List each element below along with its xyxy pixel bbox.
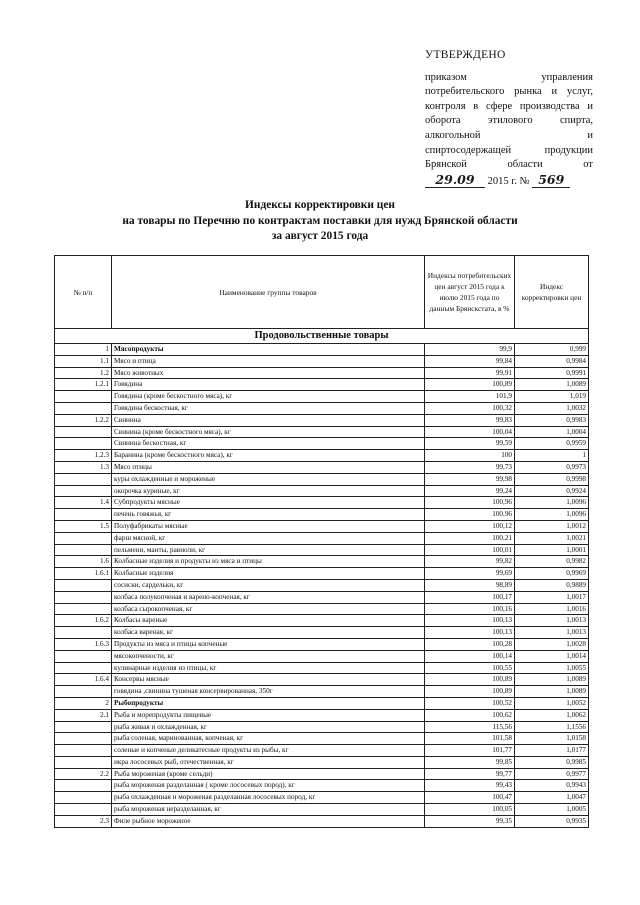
row-code: [55, 756, 112, 768]
table-row: [55, 379, 589, 391]
row-name: рыба охлажденная и мороженая разделанная лососевых пород, кг: [112, 792, 425, 804]
row-name: сосиски, сардельки, кг: [112, 579, 425, 591]
row-adj: 1,0012: [515, 520, 589, 532]
table-row: [55, 367, 589, 379]
row-cpi: 100,32: [425, 402, 515, 414]
approval-header: УТВЕРЖДЕНО: [425, 49, 506, 61]
row-adj: 1,0062: [515, 709, 589, 721]
row-cpi: 99,73: [425, 461, 515, 473]
row-name: Свинина: [112, 414, 425, 426]
row-name: Субпродукты мясные: [112, 497, 425, 509]
row-code: 2.1: [55, 709, 112, 721]
table-row: [55, 485, 589, 497]
row-adj: 0,9973: [515, 461, 589, 473]
row-name: окорочка куриные, кг: [112, 485, 425, 497]
approval-word: от: [583, 159, 593, 171]
row-name: икра лососевых рыб, отечественная, кг: [112, 756, 425, 768]
row-code: [55, 780, 112, 792]
handwritten-number: 569: [532, 173, 570, 189]
row-cpi: 100,16: [425, 603, 515, 615]
row-name: колбаса вареная, кг: [112, 627, 425, 639]
table-row: [55, 674, 589, 686]
table-row: [55, 473, 589, 485]
row-name: фарш мясной, кг: [112, 532, 425, 544]
row-name: Мясо и птица: [112, 355, 425, 367]
row-cpi: 101,77: [425, 745, 515, 757]
approval-line: [425, 144, 593, 159]
row-cpi: 100,55: [425, 662, 515, 674]
row-adj: 1,0055: [515, 662, 589, 674]
row-name: рыба живая и охлажденная, кг: [112, 721, 425, 733]
row-code: [55, 603, 112, 615]
row-cpi: 100,13: [425, 615, 515, 627]
approval-word: этилового: [487, 115, 533, 127]
row-cpi: 99,35: [425, 815, 515, 827]
row-name: куры охлажденные и мороженые: [112, 473, 425, 485]
row-cpi: 99,69: [425, 568, 515, 580]
approval-word: области: [507, 159, 543, 171]
table-row: [55, 391, 589, 403]
row-adj: 0,9959: [515, 438, 589, 450]
table-row: [55, 721, 589, 733]
row-adj: 1,019: [515, 391, 589, 403]
table-row: [55, 414, 589, 426]
table-row: [55, 792, 589, 804]
table-row: [55, 686, 589, 698]
row-cpi: 100: [425, 450, 515, 462]
row-adj: 0,9977: [515, 768, 589, 780]
row-adj: 1,0016: [515, 603, 589, 615]
row-cpi: 99,77: [425, 768, 515, 780]
approval-block: [425, 48, 593, 189]
table-header-row: [55, 256, 589, 329]
table-row: [55, 461, 589, 473]
table-row: [55, 556, 589, 568]
row-code: 1.2.2: [55, 414, 112, 426]
row-adj: 1,0089: [515, 379, 589, 391]
row-name: колбаса полукопченая и варено-копченая, кг: [112, 591, 425, 603]
header-adj: Индекс корректировки цен: [515, 256, 589, 329]
row-code: 1.4: [55, 497, 112, 509]
table-row: [55, 579, 589, 591]
row-code: [55, 579, 112, 591]
row-code: [55, 391, 112, 403]
row-name: Продукты из мяса и птицы копченые: [112, 638, 425, 650]
row-cpi: 99,85: [425, 756, 515, 768]
table-row: [55, 344, 589, 356]
row-cpi: 100,62: [425, 709, 515, 721]
row-adj: 1,0005: [515, 804, 589, 816]
row-code: [55, 485, 112, 497]
row-cpi: 99,59: [425, 438, 515, 450]
row-code: [55, 544, 112, 556]
price-index-table: [54, 255, 589, 828]
row-cpi: 99,91: [425, 367, 515, 379]
row-code: 1.2.1: [55, 379, 112, 391]
row-adj: 1,0013: [515, 615, 589, 627]
row-code: [55, 591, 112, 603]
row-name: мясокопчености, кг: [112, 650, 425, 662]
row-cpi: 100,01: [425, 544, 515, 556]
row-code: [55, 627, 112, 639]
row-name: рыба мороженая разделанная ( кроме лососевых пород), кг: [112, 780, 425, 792]
row-adj: 1,0089: [515, 674, 589, 686]
row-adj: 0,9985: [515, 756, 589, 768]
row-code: [55, 721, 112, 733]
row-code: 2.2: [55, 768, 112, 780]
row-cpi: 100,96: [425, 509, 515, 521]
row-code: 1.6: [55, 556, 112, 568]
approval-word: спиртосодержащей: [425, 144, 512, 156]
table-row: [55, 355, 589, 367]
approval-line: [425, 71, 593, 86]
row-cpi: 100,17: [425, 591, 515, 603]
row-name: Говядина (кроме бескостного мяса), кг: [112, 391, 425, 403]
table-row: [55, 697, 589, 709]
row-adj: 0,9984: [515, 355, 589, 367]
table-row: [55, 615, 589, 627]
table-row: [55, 815, 589, 827]
row-code: 1.2.3: [55, 450, 112, 462]
row-code: [55, 473, 112, 485]
row-name: Филе рыбное мороженое: [112, 815, 425, 827]
row-name: Говядина бескостная, кг: [112, 402, 425, 414]
approval-line: [425, 114, 593, 129]
approval-word: и: [587, 129, 593, 141]
section-title: Продовольственные товары: [55, 329, 589, 344]
row-cpi: 100,96: [425, 497, 515, 509]
row-code: 1.3: [55, 461, 112, 473]
table-row: [55, 450, 589, 462]
table-row: [55, 532, 589, 544]
row-code: [55, 402, 112, 414]
row-code: 1.6.4: [55, 674, 112, 686]
row-code: 1.6.3: [55, 638, 112, 650]
row-adj: 0,9943: [515, 780, 589, 792]
table-row: [55, 544, 589, 556]
row-cpi: 99,24: [425, 485, 515, 497]
approval-word: управления: [541, 71, 593, 83]
table-row: [55, 509, 589, 521]
table-row: [55, 638, 589, 650]
table-row: [55, 497, 589, 509]
row-name: Рыбопродукты: [112, 697, 425, 709]
row-code: 1: [55, 344, 112, 356]
table-row: [55, 402, 589, 414]
row-adj: 1,0047: [515, 792, 589, 804]
row-adj: 1,0021: [515, 532, 589, 544]
row-name: Свинина (кроме бескостного мяса), кг: [112, 426, 425, 438]
document-title: [0, 198, 640, 245]
table-row: [55, 756, 589, 768]
row-cpi: 98,89: [425, 579, 515, 591]
row-code: [55, 745, 112, 757]
row-cpi: 100,89: [425, 686, 515, 698]
table-row: [55, 520, 589, 532]
row-code: [55, 804, 112, 816]
row-name: кулинарные изделия из птицы, кг: [112, 662, 425, 674]
row-adj: 1,0014: [515, 650, 589, 662]
row-name: Баранина (кроме бескостного мяса), кг: [112, 450, 425, 462]
row-name: Мясо птицы: [112, 461, 425, 473]
row-cpi: 100,28: [425, 638, 515, 650]
title-line-2: на товары по Перечню по контрактам поставки для нужд Брянской области: [122, 214, 518, 227]
row-code: 2.3: [55, 815, 112, 827]
row-name: Мясо животных: [112, 367, 425, 379]
row-cpi: 101,9: [425, 391, 515, 403]
row-adj: 1,1556: [515, 721, 589, 733]
row-adj: 1,0052: [515, 697, 589, 709]
row-adj: 1,0004: [515, 426, 589, 438]
row-cpi: 99,43: [425, 780, 515, 792]
approval-line: [425, 100, 593, 115]
table-row: [55, 804, 589, 816]
approval-word: контроля в сфере производства и: [425, 100, 593, 112]
row-name: Рыба и морепродукты пищевые: [112, 709, 425, 721]
row-cpi: 100,12: [425, 520, 515, 532]
table-row: [55, 438, 589, 450]
row-cpi: 100,89: [425, 674, 515, 686]
row-cpi: 101,58: [425, 733, 515, 745]
table-row: [55, 591, 589, 603]
row-cpi: 100,47: [425, 792, 515, 804]
row-name: соленые и копченые деликатесные продукты из рыбы, кг: [112, 745, 425, 757]
approval-word: приказом: [425, 71, 467, 83]
row-adj: 0,9983: [515, 414, 589, 426]
row-adj: 1,0013: [515, 627, 589, 639]
row-name: говядина ,свинина тушеная консервированная, 350г: [112, 686, 425, 698]
row-adj: 0,9998: [515, 473, 589, 485]
table-row: [55, 603, 589, 615]
row-cpi: 100,05: [425, 804, 515, 816]
row-adj: 1,0001: [515, 544, 589, 556]
row-name: Мясопродукты: [112, 344, 425, 356]
table-row: [55, 745, 589, 757]
row-name: рыба соленая, маринованная, копченая, кг: [112, 733, 425, 745]
row-name: Полуфабрикаты мясные: [112, 520, 425, 532]
row-adj: 0,999: [515, 344, 589, 356]
row-name: пельмени, манты, равиоли, кг: [112, 544, 425, 556]
row-name: Колбасные изделия: [112, 568, 425, 580]
row-name: рыба мороженая неразделанная, кг: [112, 804, 425, 816]
row-cpi: 99,98: [425, 473, 515, 485]
row-adj: 1,0028: [515, 638, 589, 650]
row-code: [55, 686, 112, 698]
row-name: Колбасы вареные: [112, 615, 425, 627]
row-code: 1.1: [55, 355, 112, 367]
approval-line: [425, 85, 593, 100]
row-name: Консервы мясные: [112, 674, 425, 686]
row-code: [55, 509, 112, 521]
row-code: 1.6.2: [55, 615, 112, 627]
row-adj: 0,9889: [515, 579, 589, 591]
row-cpi: 99,83: [425, 414, 515, 426]
row-cpi: 100,13: [425, 627, 515, 639]
order-date-line: [425, 173, 593, 190]
title-line-3: за август 2015 года: [271, 230, 369, 242]
header-cpi: Индексы потребительских цен август 2015 года к июлю 2015 года по данным Брянскстата, в %: [425, 256, 515, 329]
approval-word: оборота: [425, 115, 461, 127]
row-code: 1.5: [55, 520, 112, 532]
row-adj: 1,0017: [515, 591, 589, 603]
row-cpi: 100,89: [425, 379, 515, 391]
row-adj: 1,0096: [515, 509, 589, 521]
row-code: [55, 650, 112, 662]
header-name: Наименование группы товаров: [112, 256, 425, 329]
approval-word: алкогольной: [425, 129, 481, 141]
row-code: [55, 792, 112, 804]
row-adj: 0,9991: [515, 367, 589, 379]
table-row: [55, 768, 589, 780]
row-adj: 0,9982: [515, 556, 589, 568]
row-name: Рыба мороженая (кроме сельди): [112, 768, 425, 780]
row-code: [55, 733, 112, 745]
handwritten-date: 29.09: [425, 173, 485, 189]
approval-line: [425, 129, 593, 144]
table-row: [55, 662, 589, 674]
row-cpi: 100,52: [425, 697, 515, 709]
row-cpi: 100,14: [425, 650, 515, 662]
section-row: [55, 329, 589, 344]
row-cpi: 100,21: [425, 532, 515, 544]
table-row: [55, 650, 589, 662]
approval-line: [425, 158, 593, 173]
year-text: 2015 г. №: [487, 175, 530, 187]
row-adj: 1,0158: [515, 733, 589, 745]
row-code: 1.2: [55, 367, 112, 379]
row-code: [55, 438, 112, 450]
row-cpi: 99,9: [425, 344, 515, 356]
table-row: [55, 733, 589, 745]
row-adj: 1: [515, 450, 589, 462]
table-row: [55, 426, 589, 438]
row-code: [55, 662, 112, 674]
title-line-1: Индексы корректировки цен: [245, 199, 395, 211]
row-code: [55, 426, 112, 438]
table-row: [55, 627, 589, 639]
row-adj: 1,0096: [515, 497, 589, 509]
row-adj: 1,0177: [515, 745, 589, 757]
row-cpi: 100,04: [425, 426, 515, 438]
table-row: [55, 709, 589, 721]
row-name: Колбасные изделия и продукты из мяса и птицы: [112, 556, 425, 568]
row-code: 2: [55, 697, 112, 709]
table-row: [55, 568, 589, 580]
row-code: [55, 532, 112, 544]
table-row: [55, 780, 589, 792]
row-adj: 0,9924: [515, 485, 589, 497]
row-name: печень говяжья, кг: [112, 509, 425, 521]
approval-lines: [425, 71, 593, 173]
row-name: Говядина: [112, 379, 425, 391]
header-num: № п/п: [55, 256, 112, 329]
approval-word: продукции: [544, 144, 593, 156]
approval-word: потребительского рынка и услуг,: [425, 86, 593, 98]
row-cpi: 115,56: [425, 721, 515, 733]
row-code: 1.6.1: [55, 568, 112, 580]
row-name: колбаса сырокопченая, кг: [112, 603, 425, 615]
row-adj: 1,0089: [515, 686, 589, 698]
row-cpi: 99,84: [425, 355, 515, 367]
row-adj: 0,9969: [515, 568, 589, 580]
row-adj: 0,9935: [515, 815, 589, 827]
approval-word: спирта,: [559, 115, 593, 127]
row-cpi: 99,82: [425, 556, 515, 568]
approval-word: Брянской: [425, 159, 467, 171]
row-name: Свинина бескостная, кг: [112, 438, 425, 450]
row-adj: 1,0032: [515, 402, 589, 414]
